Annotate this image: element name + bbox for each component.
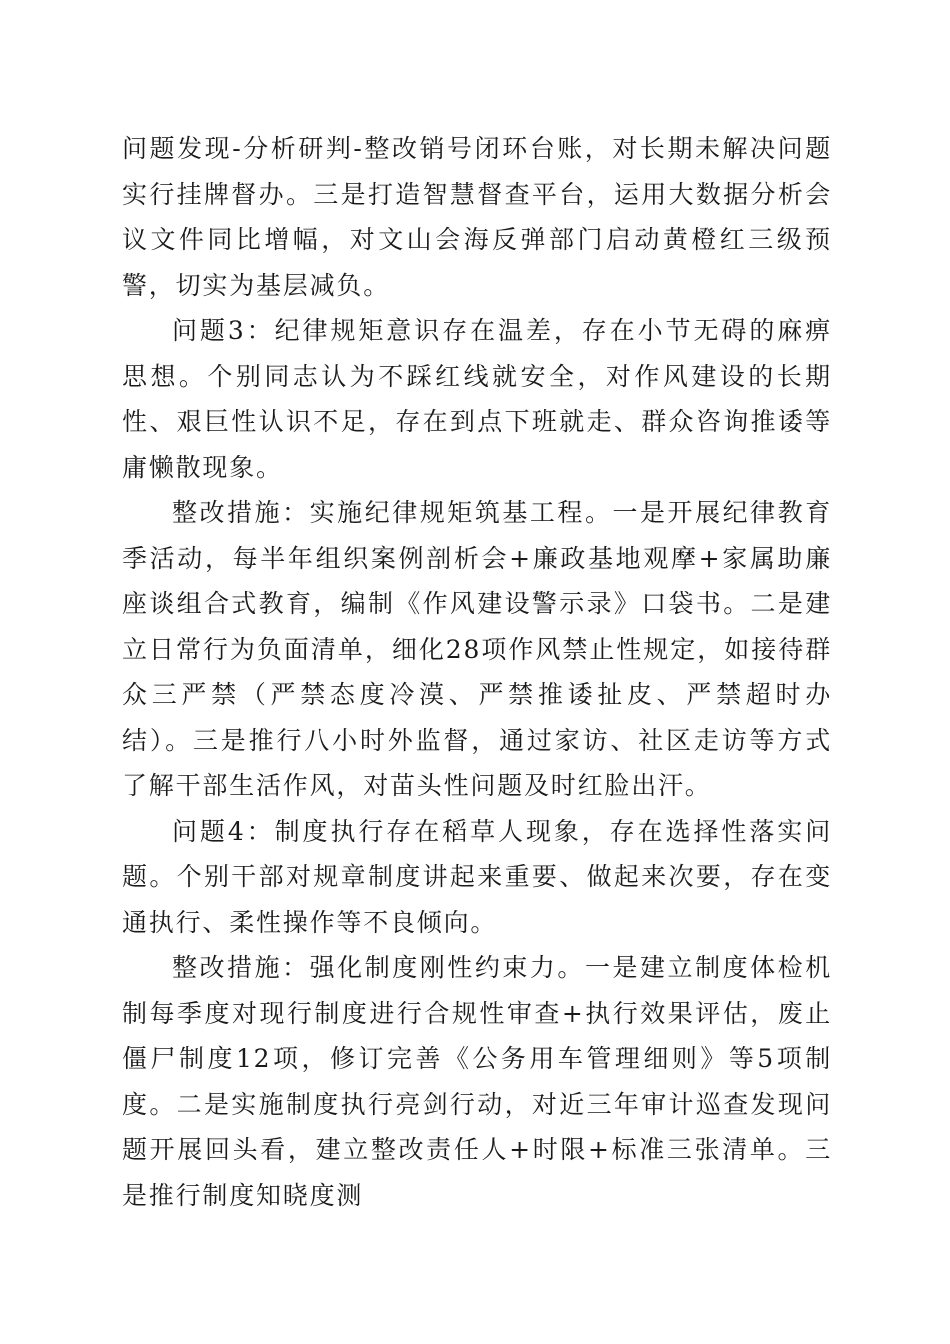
paragraph-measures-4: 整改措施：强化制度刚性约束力。一是建立制度体检机制每季度对现行制度进行合规性审查+执行效果评估，废止僵尸制度12项，修订完善《公务用车管理细则》等5项制度。二是实施制度执行亮剑行动，对近三年审计巡查发现问题开展回头看，建立整改责任人+时限+标准三张清单。三是推行制度知晓度测 <box>122 953 832 1210</box>
paragraph-measures-3: 整改措施：实施纪律规矩筑基工程。一是开展纪律教育季活动，每半年组织案例剖析会+廉政基地观摩+家属助廉座谈组合式教育，编制《作风建设警示录》口袋书。二是建立日常行为负面清单，细化28项作风禁止性规定，如接待群众三严禁（严禁态度冷漠、严禁推诿扯皮、严禁超时办结）。三是推行八小时外监督，通过家访、社区走访等方式了解干部生活作风，对苗头性问题及时红脸出汗。 <box>122 498 832 800</box>
document-body <box>122 126 832 1218</box>
paragraph-problem-4: 问题4：制度执行存在稻草人现象，存在选择性落实问题。个别干部对规章制度讲起来重要、做起来次要，存在变通执行、柔性操作等不良倾向。 <box>122 816 832 937</box>
paragraph-continuation: 问题发现-分析研判-整改销号闭环台账，对长期未解决问题实行挂牌督办。三是打造智慧督查平台，运用大数据分析会议文件同比增幅，对文山会海反弹部门启动黄橙红三级预警，切实为基层减负。 <box>122 134 832 300</box>
paragraph-problem-3: 问题3：纪律规矩意识存在温差，存在小节无碍的麻痹思想。个别同志认为不踩红线就安全，对作风建设的长期性、艰巨性认识不足，存在到点下班就走、群众咨询推诿等庸懒散现象。 <box>122 316 832 482</box>
